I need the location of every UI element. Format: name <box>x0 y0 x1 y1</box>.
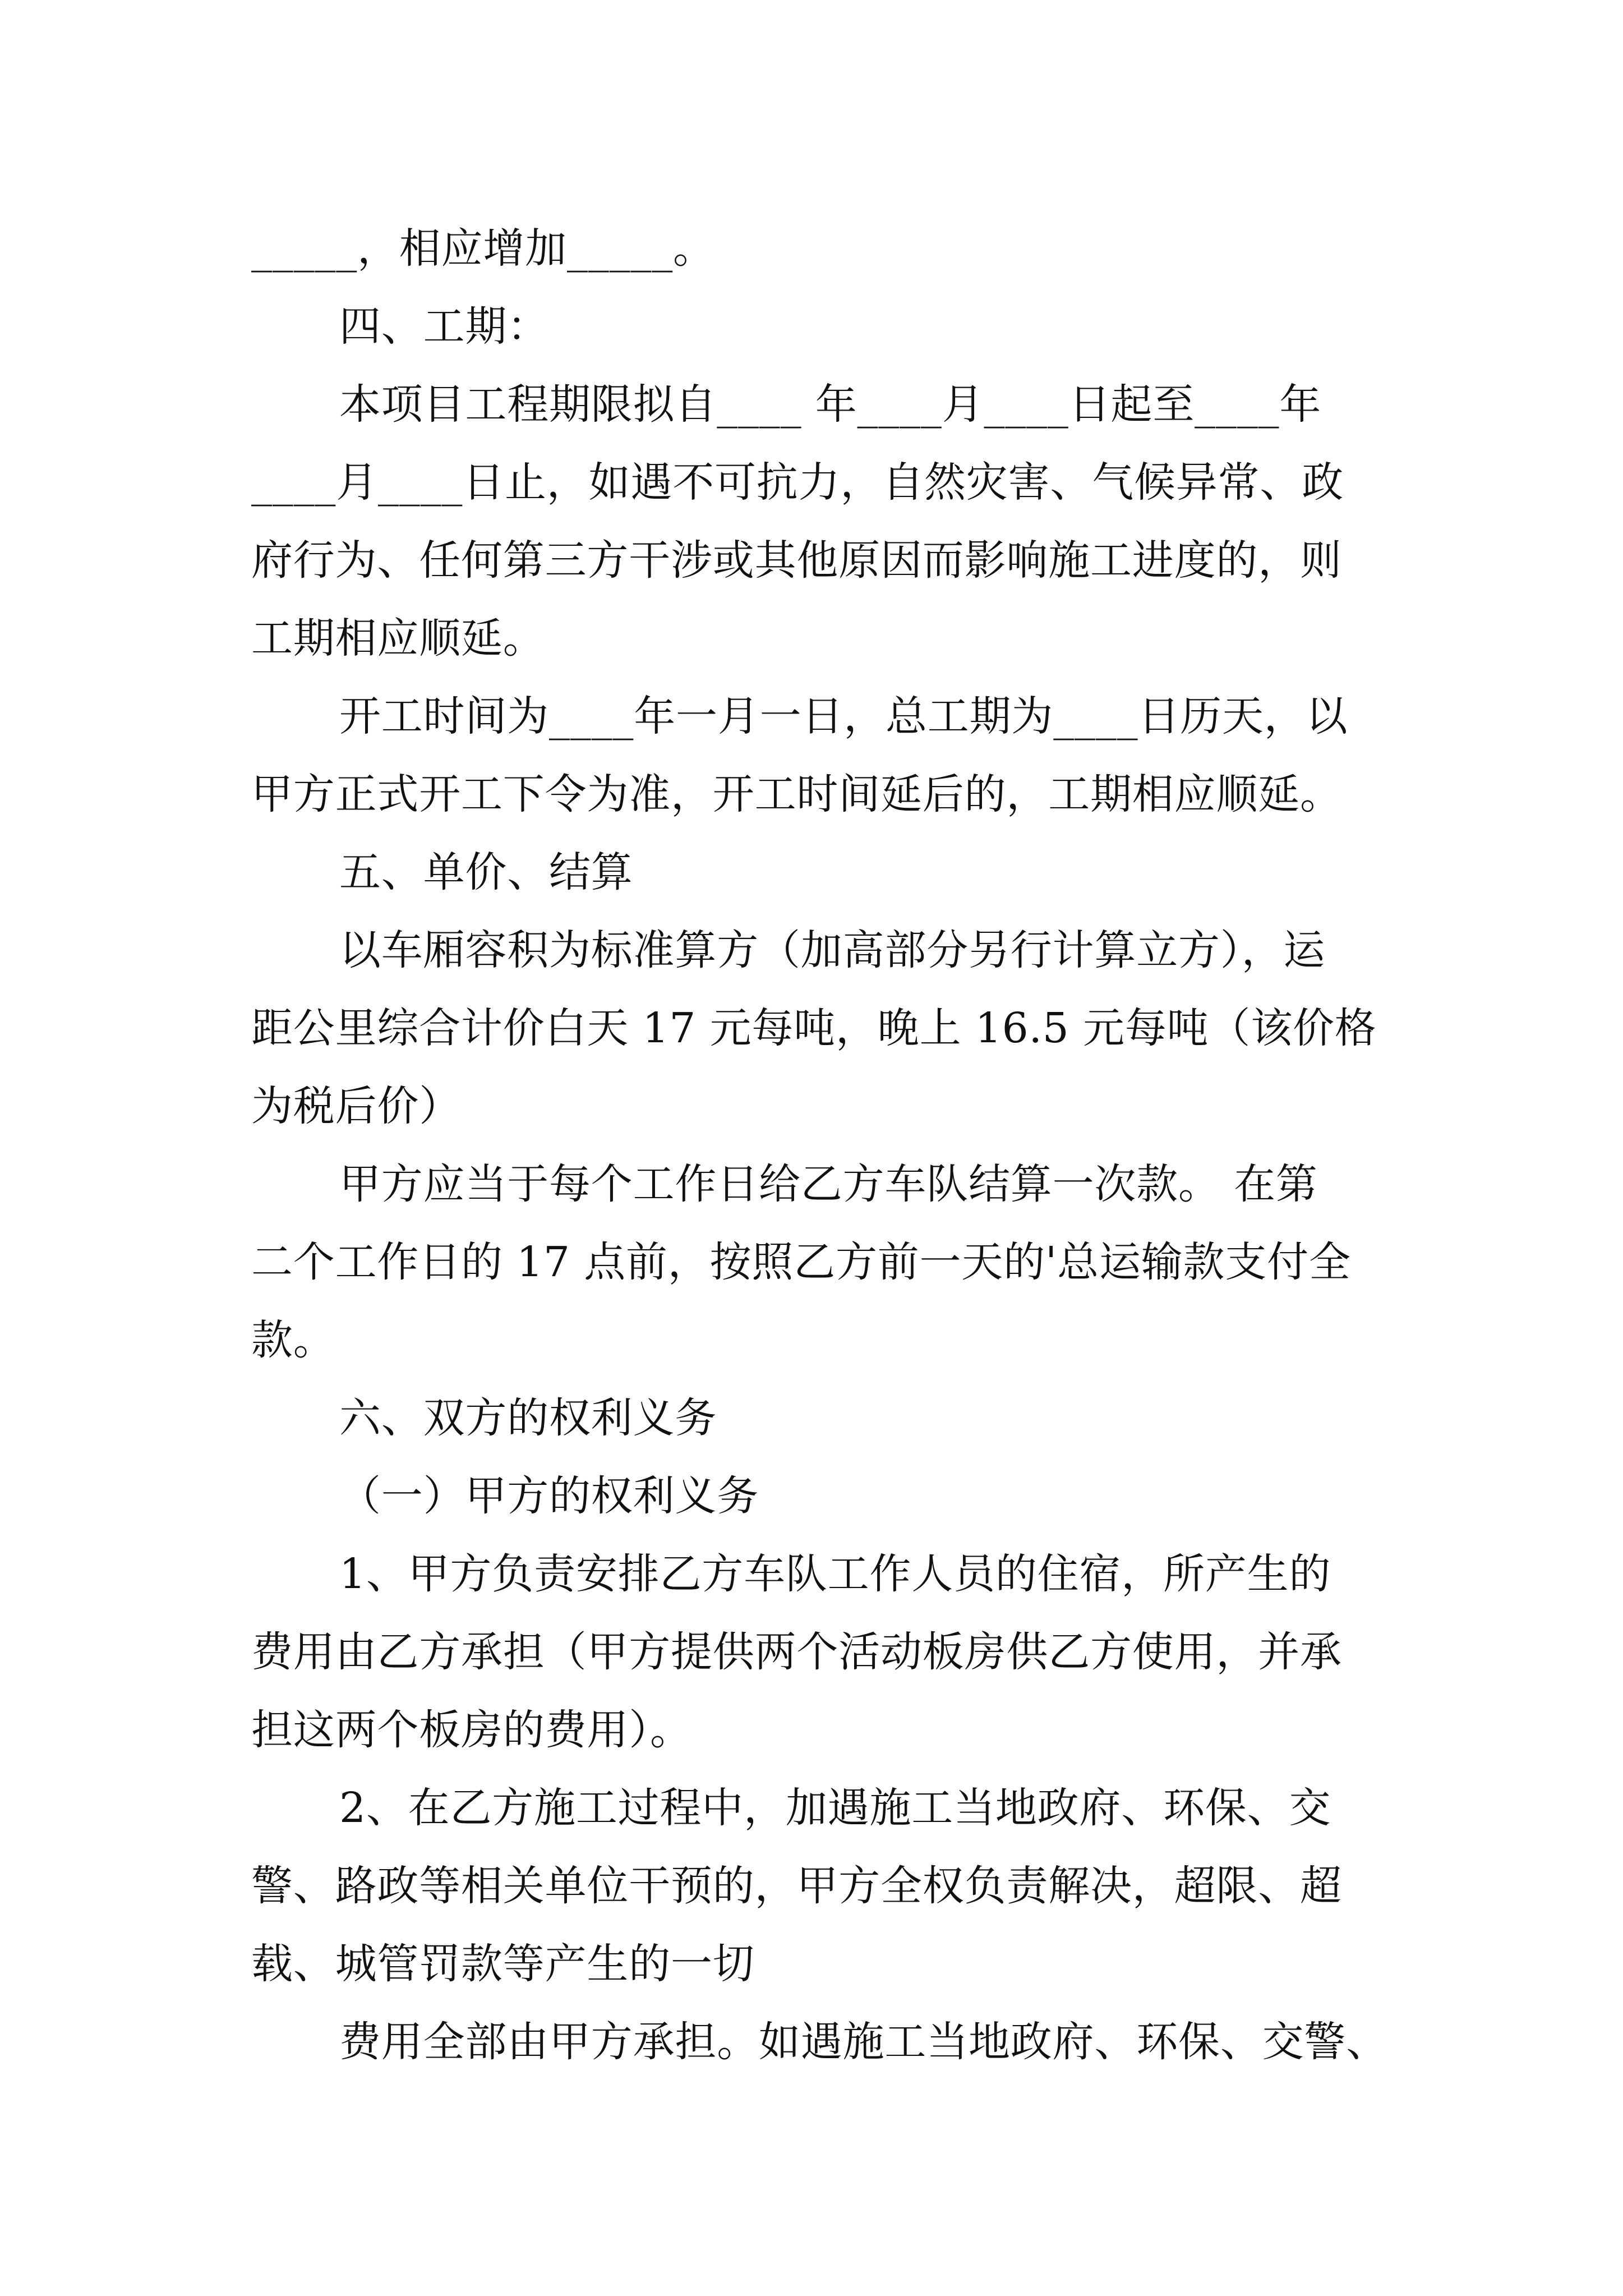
text-line-11: 距公里综合计价白天 17 元每吨，晚上 16.5 元每吨（该价格 <box>251 1004 1377 1052</box>
text-line-10: 以车厢容积为标准算方（加高部分另行计算立方），运 <box>339 926 1326 974</box>
text-line-12: 为税后价） <box>251 1082 461 1130</box>
text-line-8: 甲方正式开工下令为准，开工时间延后的，工期相应顺延。 <box>251 770 1342 818</box>
text-line-5: 府行为、任何第三方干涉或其他原因而影响施工进度的，则 <box>251 536 1342 585</box>
text-line-20: 担这两个板房的费用）。 <box>251 1706 692 1754</box>
text-line-24: 费用全部由甲方承担。如遇施工当地政府、环保、交警、 <box>339 2018 1388 2066</box>
text-line-23: 载、城管罚款等产生的一切 <box>251 1940 755 1988</box>
text-line-7: 开工时间为____年一月一日，总工期为____日历天，以 <box>339 692 1348 740</box>
text-line-6: 工期相应顺延。 <box>251 614 545 662</box>
text-line-22: 警、路政等相关单位干预的，甲方全权负责解决，超限、超 <box>251 1862 1342 1910</box>
text-line-18: 1、甲方负责安排乙方车队工作人员的住宿，所产生的 <box>339 1550 1331 1598</box>
text-line-19: 费用由乙方承担（甲方提供两个活动板房供乙方使用，并承 <box>251 1628 1342 1676</box>
text-line-13: 甲方应当于每个工作日给乙方车队结算一次款。 在第 <box>339 1160 1318 1208</box>
section-heading-rights: 六、双方的权利义务 <box>339 1394 717 1442</box>
text-line-3: 本项目工程期限拟自____ 年____月____日起至____年 <box>339 380 1322 429</box>
text-line-15: 款。 <box>251 1316 335 1364</box>
subsection-heading-party-a: （一）甲方的权利义务 <box>339 1472 759 1520</box>
text-line-1: _____，相应增加_____。 <box>251 224 715 273</box>
text-line-4: ____月____日止，如遇不可抗力，自然灾害、气候异常、政 <box>251 458 1344 507</box>
section-heading-pricing: 五、单价、结算 <box>339 848 633 896</box>
text-line-21: 2、在乙方施工过程中，加遇施工当地政府、环保、交 <box>339 1784 1331 1832</box>
text-line-14: 二个工作日的 17 点前，按照乙方前一天的'总运输款支付全 <box>251 1238 1351 1286</box>
section-heading-schedule: 四、工期： <box>339 302 549 351</box>
